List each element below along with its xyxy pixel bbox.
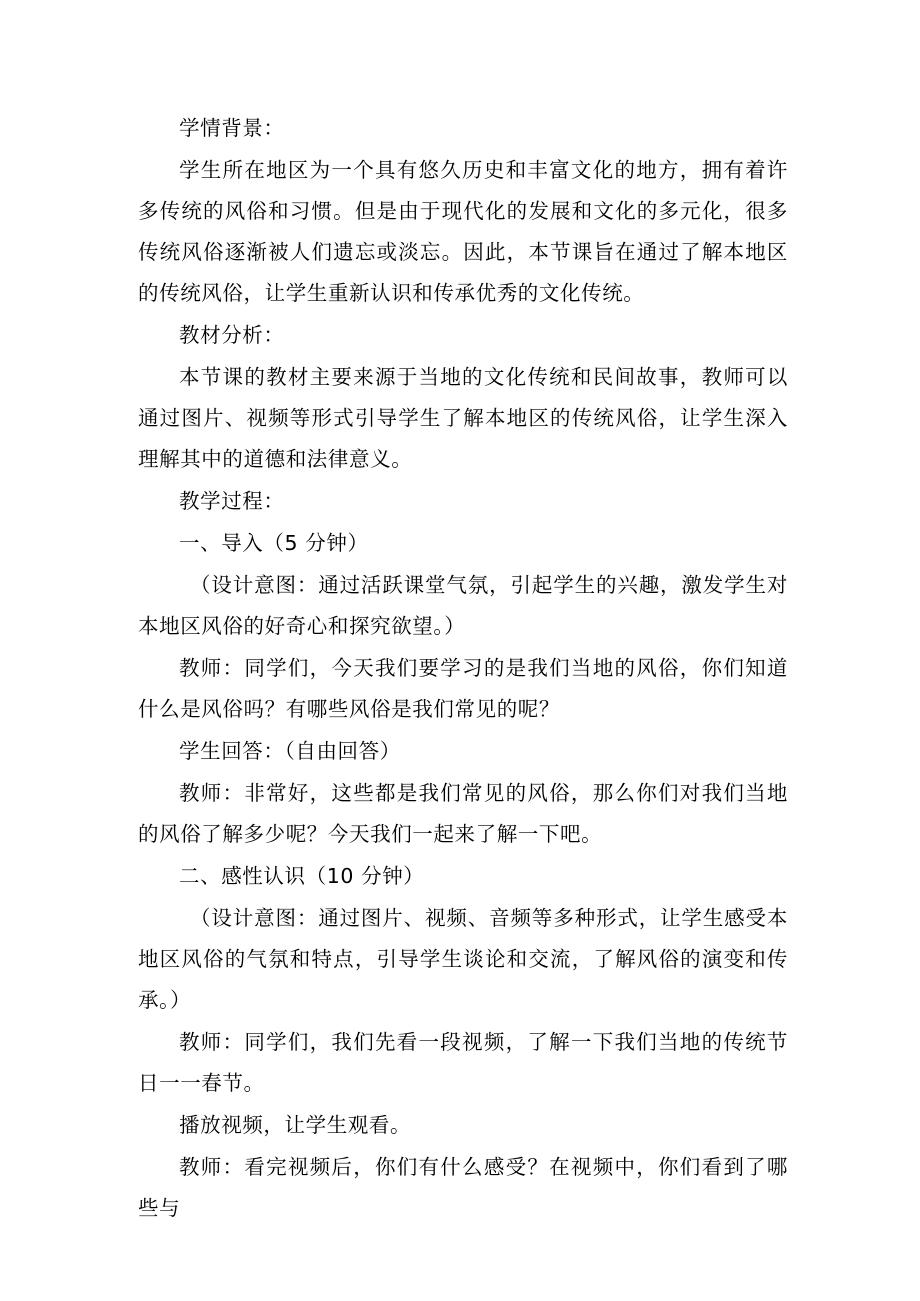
intro-teacher-line-1: 教师：同学们，今天我们要学习的是我们当地的风俗，你们知道什么是风俗吗？有哪些风俗是我们常见的呢？: [138, 656, 788, 721]
heading-teaching-process: 教学过程：: [179, 489, 285, 513]
material-analysis-paragraph: 本节课的教材主要来源于当地的文化传统和民间故事，教师可以通过图片、视频等形式引导学生了解本地区的传统风俗，让学生深入理解其中的道德和法律意义。: [138, 365, 788, 471]
heading-background: 学情背景：: [179, 116, 285, 140]
section-intro-heading: 一、导入（5 分钟）: [179, 531, 369, 555]
perception-design-note: （设计意图：通过图片、视频、音频等多种形式，让学生感受本地区风俗的气氛和特点，引导学生谈论和交流，了解风俗的演变和传承。）: [138, 906, 788, 1012]
perception-action-line: 播放视频，让学生观看。: [179, 1113, 412, 1137]
section-perception-heading: 二、感性认识（10 分钟）: [179, 864, 425, 888]
intro-teacher-line-2: 教师：非常好，这些都是我们常见的风俗，那么你们对我们当地的风俗了解多少呢？今天我们一起来了解一下吧。: [138, 781, 788, 846]
intro-design-note: （设计意图：通过活跃课堂气氛，引起学生的兴趣，激发学生对本地区风俗的好奇心和探究欲望。）: [138, 573, 788, 638]
perception-teacher-line-2: 教师：看完视频后，你们有什么感受？在视频中，你们看到了哪些与: [138, 1155, 788, 1220]
document-body: [138, 108, 788, 1230]
background-paragraph: 学生所在地区为一个具有悠久历史和丰富文化的地方，拥有着许多传统的风俗和习惯。但是由于现代化的发展和文化的多元化，很多传统风俗逐渐被人们遗忘或淡忘。因此，本节课旨在通过了解本地区的传统风俗，让学生重新认识和传承优秀的文化传统。: [138, 158, 788, 305]
intro-student-answer: 学生回答：（自由回答）: [179, 739, 401, 763]
heading-material-analysis: 教材分析：: [179, 323, 285, 347]
perception-teacher-line-1: 教师：同学们，我们先看一段视频，了解一下我们当地的传统节日一一春节。: [138, 1030, 788, 1095]
